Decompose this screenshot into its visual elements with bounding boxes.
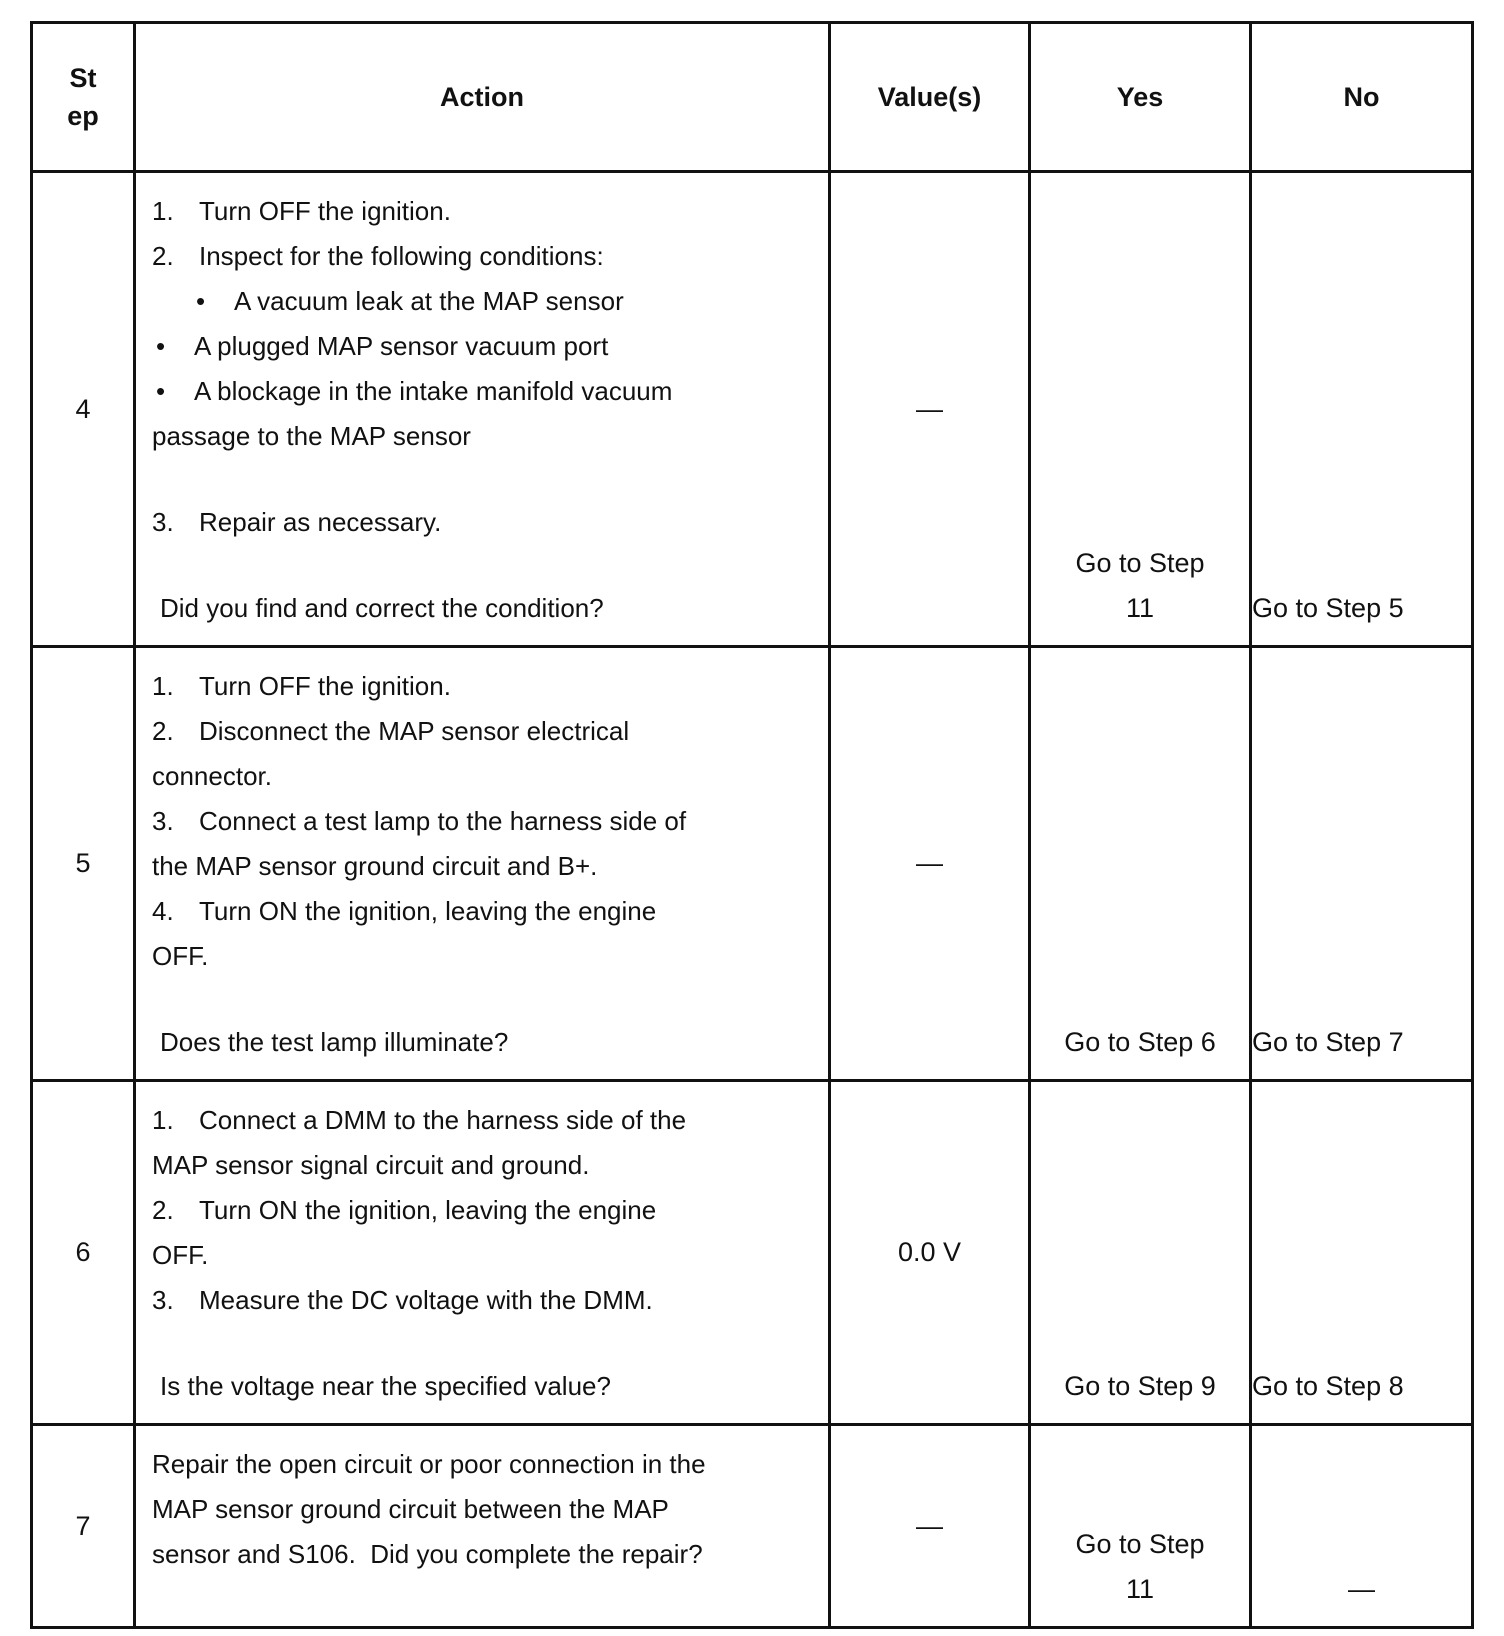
list-number: 3. bbox=[152, 507, 174, 537]
action-bullet: A vacuum leak at the MAP sensor bbox=[234, 286, 624, 316]
list-number: 4. bbox=[152, 896, 174, 926]
list-number: 3. bbox=[152, 1285, 174, 1315]
value-cell: 0.0 V bbox=[830, 1081, 1030, 1425]
header-row bbox=[32, 23, 1473, 172]
value-cell: — bbox=[830, 647, 1030, 1081]
yes-cell: Go to Step 9 bbox=[1030, 1081, 1251, 1425]
header-no: No bbox=[1251, 23, 1473, 172]
bullet-icon: • bbox=[156, 331, 166, 361]
step-number: 6 bbox=[32, 1081, 135, 1425]
yes-cell: Go to Step 6 bbox=[1030, 647, 1251, 1081]
action-line: Connect a DMM to the harness side of the bbox=[199, 1105, 687, 1135]
step-number: 4 bbox=[32, 172, 135, 647]
action-line: OFF. bbox=[152, 1240, 209, 1270]
action-question: Does the test lamp illuminate? bbox=[160, 1027, 509, 1057]
action-line: OFF. bbox=[152, 941, 209, 971]
action-cell bbox=[135, 647, 830, 1081]
list-number: 2. bbox=[152, 241, 174, 271]
action-bullet: A plugged MAP sensor vacuum port bbox=[194, 331, 609, 361]
table-row bbox=[32, 647, 1473, 1081]
bullet-icon: • bbox=[196, 286, 206, 316]
table-row bbox=[32, 1425, 1473, 1628]
list-number: 1. bbox=[152, 196, 174, 226]
action-line: sensor and S106. Did you complete the repair? bbox=[152, 1539, 703, 1569]
yes-line1: Go to Step bbox=[1075, 1529, 1205, 1559]
action-question: Is the voltage near the specified value? bbox=[160, 1371, 611, 1401]
yes-line2: 11 bbox=[1125, 593, 1155, 623]
action-line: MAP sensor ground circuit between the MAP bbox=[152, 1494, 669, 1524]
action-line: Repair the open circuit or poor connection in the bbox=[152, 1449, 706, 1479]
step-number: 7 bbox=[32, 1425, 135, 1628]
yes-line1: Go to Step bbox=[1075, 548, 1205, 578]
action-line: passage to the MAP sensor bbox=[152, 421, 471, 451]
no-cell: Go to Step 7 bbox=[1251, 647, 1473, 1081]
action-cell bbox=[135, 172, 830, 647]
table-row bbox=[32, 1081, 1473, 1425]
header-step-line1: St bbox=[69, 63, 97, 93]
bullet-icon: • bbox=[156, 376, 166, 406]
action-line: connector. bbox=[152, 761, 272, 791]
table-row bbox=[32, 172, 1473, 647]
header-step bbox=[32, 23, 135, 172]
list-number: 3. bbox=[152, 806, 174, 836]
list-number: 2. bbox=[152, 716, 174, 746]
step-number: 5 bbox=[32, 647, 135, 1081]
action-cell bbox=[135, 1425, 830, 1628]
action-cell bbox=[135, 1081, 830, 1425]
action-line: Turn OFF the ignition. bbox=[199, 196, 451, 226]
yes-line2: 11 bbox=[1125, 1574, 1155, 1604]
yes-cell bbox=[1030, 172, 1251, 647]
yes-cell bbox=[1030, 1425, 1251, 1628]
action-line: Disconnect the MAP sensor electrical bbox=[199, 716, 630, 746]
action-line: Inspect for the following conditions: bbox=[199, 241, 604, 271]
action-line: Turn OFF the ignition. bbox=[199, 671, 451, 701]
action-line: MAP sensor signal circuit and ground. bbox=[152, 1150, 590, 1180]
value-cell: — bbox=[830, 172, 1030, 647]
no-cell: Go to Step 8 bbox=[1251, 1081, 1473, 1425]
action-line: Measure the DC voltage with the DMM. bbox=[199, 1285, 653, 1315]
list-number: 1. bbox=[152, 1105, 174, 1135]
list-number: 2. bbox=[152, 1195, 174, 1225]
diagnostic-table bbox=[30, 21, 1474, 1629]
list-number: 1. bbox=[152, 671, 174, 701]
action-line: Turn ON the ignition, leaving the engine bbox=[199, 896, 657, 926]
value-cell: — bbox=[830, 1425, 1030, 1628]
action-line: Turn ON the ignition, leaving the engine bbox=[199, 1195, 657, 1225]
header-values: Value(s) bbox=[830, 23, 1030, 172]
no-cell: Go to Step 5 bbox=[1251, 172, 1473, 647]
header-action: Action bbox=[135, 23, 830, 172]
header-step-line2: ep bbox=[67, 101, 99, 131]
action-line: the MAP sensor ground circuit and B+. bbox=[152, 851, 598, 881]
action-line: Repair as necessary. bbox=[199, 507, 442, 537]
action-line: Connect a test lamp to the harness side of bbox=[199, 806, 687, 836]
header-yes: Yes bbox=[1030, 23, 1251, 172]
no-cell: — bbox=[1251, 1425, 1473, 1628]
action-bullet: A blockage in the intake manifold vacuum bbox=[194, 376, 673, 406]
action-question: Did you find and correct the condition? bbox=[160, 593, 604, 623]
